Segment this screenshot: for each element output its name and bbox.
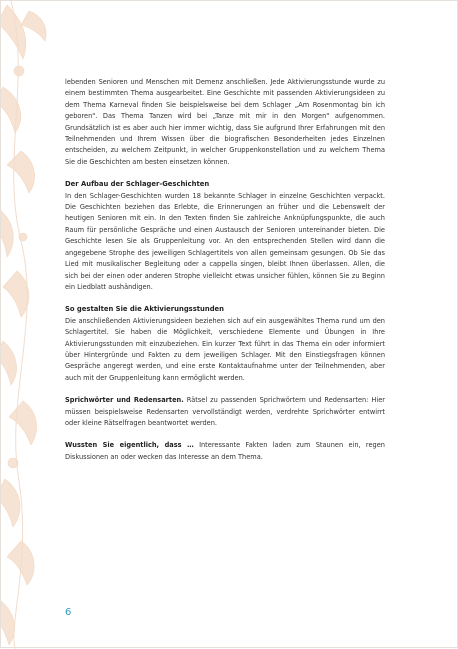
item-sprichwoerter — [65, 395, 385, 429]
intro-paragraph: lebenden Senioren und Menschen mit Demenz anschließen. Jede Aktivierungsstunde wurde zu einem bestimmten Thema ausgearbeitet. Eine Geschichte mit passenden Aktivierungsideen zu dem Thema Karneval finden Sie beispielsweise bei dem Schlager „Am Rosenmontag bin ich geboren". Das Thema Tanzen wird bei „Tanze mit mir in den Morgen" aufgenommen. Grundsätzlich ist es aber auch hier immer wichtig, dass Sie aufgrund Ihrer Erfahrungen mit den Teilnehmenden und Ihrem Wissen über die biografischen Besonderheiten jedes Einzelnen entscheiden, zu welchem Zeitpunkt, in welcher Gruppenkonstellation und zu welchem Thema Sie die Geschichten am besten einsetzen können. — [65, 78, 385, 166]
item-sprichwoerter-lead: Sprichwörter und Redensarten. — [65, 396, 184, 405]
item-wussten-sie-text: Interessante Fakten laden zum Staunen ein, regen Diskussionen an oder wecken das Interesse an dem Thema. — [65, 441, 385, 461]
section-heading-gestaltung: So gestalten Sie die Aktivierungsstunden — [65, 305, 225, 314]
section-paragraph-gestaltung: Die anschließenden Aktivierungsideen beziehen sich auf ein ausgewähltes Thema rund um den Schlagertitel. Sie haben die Möglichkeit, verschiedene Elemente und Übungen in Ihre Aktivierungsstunden mit einzubeziehen. Ein kurzer Text führt in das Thema ein oder informiert über Hintergründe und Fakten zu dem jeweiligen Schlager. Mit den Einstiegsfragen können Gespräche angeregt werden, und eine erste Kontaktaufnahme unter der Teilnehmenden, aber auch mit der Gruppenleitung kann ermöglicht werden. — [65, 316, 385, 382]
section-heading-aufbau: Der Aufbau der Schlager-Geschichten — [65, 180, 210, 189]
section-paragraph-aufbau: In den Schlager-Geschichten wurden 18 bekannte Schlager in einzelne Geschichten verpackt. Die Geschichten beziehen das Erlebte, die Erinnerungen an früher und die Lebenswelt der heutigen Senioren mit ein. In den Texten finden Sie zahlreiche Anknüpfungspunkte, die auch Raum für persönliche Gespräche und einen Austausch der Senioren untereinander bieten. Die Geschichte lesen Sie als Gruppenleitung vor. An den entsprechenden Stellen wird dann die angegebene Strophe des jeweiligen Schlagertitels von allen gemeinsam gesungen. Ob Sie das Lied mit musikalischer Begleitung oder a cappella singen, bleibt Ihnen überlassen. Allen, die sich bei der einen oder anderen Strophe vielleicht etwas unsicher fühlen, können Sie zu Beginn ein Liedblatt aushändigen. — [65, 191, 385, 291]
floral-ornament-decoration — [1, 1, 61, 649]
item-wussten-sie-lead: Wussten Sie eigentlich, dass … — [65, 441, 194, 450]
page-number: 6 — [65, 607, 72, 618]
item-sprichwoerter-text: Rätsel zu passenden Sprichwörtern und Redensarten: Hier müssen beispielsweise Redensarten vervollständigt werden, verdrehte Sprichwörter entwirrt oder kleine Rätselfragen beantwortet werden. — [65, 396, 385, 427]
item-wussten-sie — [65, 440, 385, 463]
page-content — [65, 77, 385, 474]
